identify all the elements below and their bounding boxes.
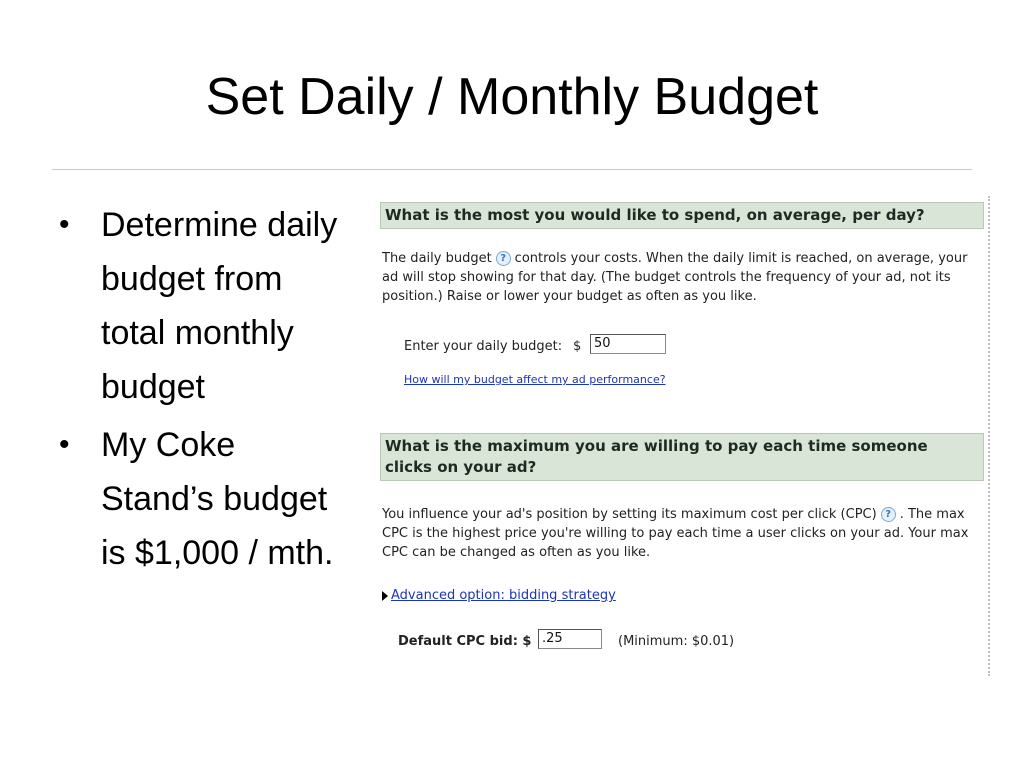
bullet-dot-icon: • — [59, 208, 70, 241]
bullet-text: Determine daily budget from total monthly budget — [101, 206, 338, 406]
daily-desc-rest: controls your costs. When the daily limit is reached, on average, your ad will stop showing for that day. (The budget controls the frequency of your ad, not its position.) Raise or lower your budget as often as you like. — [382, 251, 968, 304]
question-mark-help-icon[interactable]: ? — [881, 507, 896, 522]
default-cpc-input[interactable]: .25 — [538, 629, 602, 649]
cpc-desc-rest: . The max CPC is the highest price you're willing to pay each time a user clicks on your ad. Your max CPC can be changed as often as you like. — [382, 507, 969, 560]
slide-title: Set Daily / Monthly Budget — [205, 68, 819, 126]
bullet-item — [55, 198, 355, 414]
question-mark-help-icon[interactable]: ? — [496, 251, 511, 266]
budget-performance-link[interactable]: How will my budget affect my ad performance? — [404, 373, 666, 386]
daily-budget-header: What is the most you would like to spend, on average, per day? — [380, 202, 984, 229]
dotted-edge — [988, 196, 990, 676]
cpc-desc-start: You influence your ad's position by setting its maximum cost per click (CPC) — [382, 507, 877, 522]
advanced-bidding-link[interactable] — [382, 588, 616, 603]
max-cpc-header: What is the maximum you are willing to pay each time someone clicks on your ad? — [380, 433, 984, 481]
title-divider — [52, 169, 972, 170]
bullet-text: My Coke Stand’s budget is $1,000 / mth. — [101, 426, 334, 572]
bullet-dot-icon: • — [59, 428, 70, 461]
daily-desc-start: The daily budget — [382, 251, 492, 266]
triangle-right-icon — [382, 591, 388, 601]
currency-symbol: $ — [573, 339, 582, 354]
bullet-list — [55, 198, 355, 584]
bullet-item — [55, 418, 355, 580]
daily-budget-description — [382, 249, 982, 306]
default-cpc-label: Default CPC bid: $ — [398, 634, 532, 649]
minimum-cpc-note: (Minimum: $0.01) — [618, 634, 735, 649]
max-cpc-description — [382, 505, 982, 562]
daily-budget-input[interactable]: 50 — [590, 334, 666, 354]
daily-budget-label: Enter your daily budget: — [404, 339, 563, 354]
advanced-bidding-label: Advanced option: bidding strategy — [391, 588, 616, 603]
embedded-budget-screenshot — [378, 196, 990, 676]
